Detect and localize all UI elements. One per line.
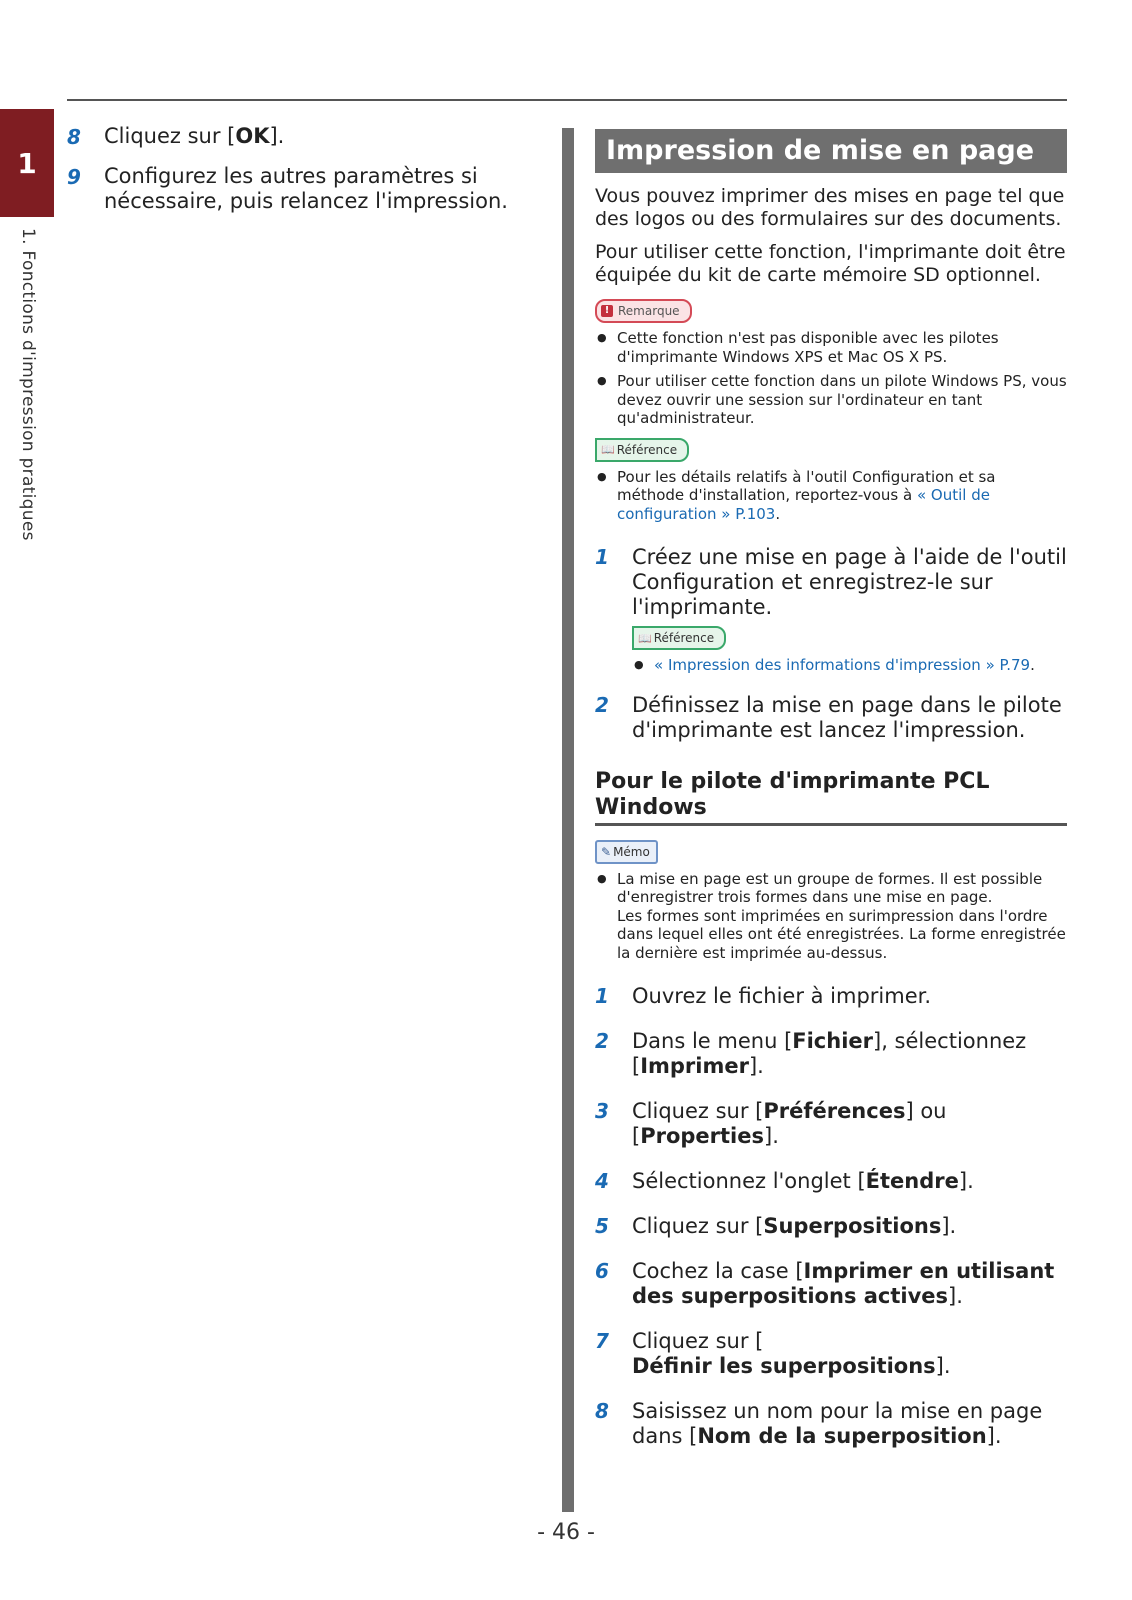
print-info-link[interactable]: « Impression des informations d'impression » P.79 [654, 656, 1031, 674]
pcl-step-4 [595, 1169, 1067, 1194]
left-column [67, 124, 517, 228]
step-text: Ouvrez le fichier à imprimer. [632, 984, 932, 1008]
subsection-title: Pour le pilote d'imprimante PCL Windows [595, 769, 1067, 826]
step-number: 1 [595, 545, 609, 569]
list-item: ● La mise en page est un groupe de formes. Il est possible d'enregistrer trois formes dans une mise en page. Les formes sont imprimées en surimpression dans l'ordre dans lequel elles ont été enregistrées. La forme enregistrée la dernière est imprimée au-dessus. [595, 870, 1067, 963]
config-tool-link[interactable]: « Outil de configuration » P.103 [617, 486, 990, 523]
step-number: 1 [595, 984, 609, 1008]
step-text: Créez une mise en page à l'aide de l'outil Configuration et enregistrez-le sur l'imprimante. [632, 545, 1067, 619]
pcl-step-8 [595, 1399, 1067, 1449]
chapter-number: 1 [17, 146, 37, 180]
step-number: 8 [67, 125, 81, 149]
pcl-step-3 [595, 1099, 1067, 1149]
page-number: - 46 - [537, 1520, 595, 1545]
step-number: 2 [595, 1029, 609, 1053]
reference-badge: 📖 Référence [632, 626, 726, 650]
memo-list [595, 870, 1067, 963]
step-number: 4 [595, 1169, 609, 1193]
step-text: Cliquez sur [Préférences] ou [Properties]. [632, 1099, 947, 1148]
list-item: ● « Impression des informations d'impression » P.79. [632, 656, 1067, 675]
book-icon: 📖 [638, 631, 652, 645]
step-number: 5 [595, 1214, 609, 1238]
step-9 [67, 164, 517, 214]
step-text: Saisissez un nom pour la mise en page dans [Nom de la superposition]. [632, 1399, 1043, 1448]
pcl-step-6 [595, 1259, 1067, 1309]
step-number: 9 [67, 165, 81, 189]
section-title: Impression de mise en page [595, 129, 1067, 173]
requirement-paragraph: Pour utiliser cette fonction, l'imprimante doit être équipée du kit de carte mémoire SD optionnel. [595, 241, 1066, 286]
step-1-reference [632, 620, 1067, 675]
ok-label: OK [235, 124, 270, 148]
step-text: Cliquez sur [ Définir les superpositions]. [632, 1329, 951, 1378]
chapter-tab [0, 109, 54, 217]
pencil-icon: ✎ [601, 844, 612, 859]
step-text: Dans le menu [Fichier], sélectionnez [Imprimer]. [632, 1029, 1027, 1078]
list-item: ● Cette fonction n'est pas disponible avec les pilotes d'imprimante Windows XPS et Mac OS X PS. [595, 329, 1067, 366]
reference-badge: 📖 Référence [595, 438, 689, 462]
chapter-side-title: 1. Fonctions d'impression pratiques [18, 228, 38, 541]
note-list [595, 329, 1067, 428]
step-text: Sélectionnez l'onglet [Étendre]. [632, 1169, 974, 1193]
book-icon: 📖 [601, 443, 615, 456]
step-number: 8 [595, 1399, 609, 1423]
step-8 [67, 124, 517, 150]
right-column [595, 129, 1067, 1449]
step-number: 3 [595, 1099, 609, 1123]
list-item: ● Pour les détails relatifs à l'outil Configuration et sa méthode d'installation, reportez-vous à « Outil de configuration » P.103. [595, 468, 1067, 524]
reference-list [595, 468, 1067, 524]
step-number: 6 [595, 1259, 609, 1283]
top-rule [67, 99, 1067, 101]
memo-badge: ✎ Mémo [595, 840, 658, 864]
step-text: Cochez la case [Imprimer en utilisant des superpositions actives]. [632, 1259, 1055, 1308]
reference-list [632, 656, 1067, 675]
note-badge: ! Remarque [595, 299, 692, 323]
step-text: Définissez la mise en page dans le pilote d'imprimante est lancez l'impression. [632, 692, 1062, 742]
warning-icon: ! [601, 305, 613, 317]
step-text: Cliquez sur [Superpositions]. [632, 1214, 957, 1238]
layout-step-2 [595, 693, 1067, 743]
step-number: 2 [595, 692, 609, 717]
step-number: 7 [595, 1329, 609, 1353]
intro-paragraph: Vous pouvez imprimer des mises en page tel que des logos ou des formulaires sur des documents. [595, 185, 1065, 230]
pcl-step-7 [595, 1329, 1067, 1379]
pcl-step-2 [595, 1029, 1067, 1079]
column-divider [562, 128, 574, 1512]
step-text: Configurez les autres paramètres si nécessaire, puis relancez l'impression. [104, 164, 508, 213]
list-item: ● Pour utiliser cette fonction dans un pilote Windows PS, vous devez ouvrir une session sur l'ordinateur en tant qu'administrateur. [595, 372, 1067, 428]
step-text: Cliquez sur [OK]. [104, 124, 285, 148]
pcl-step-1 [595, 984, 1067, 1009]
pcl-step-5 [595, 1214, 1067, 1239]
layout-step-1 [595, 545, 1067, 620]
